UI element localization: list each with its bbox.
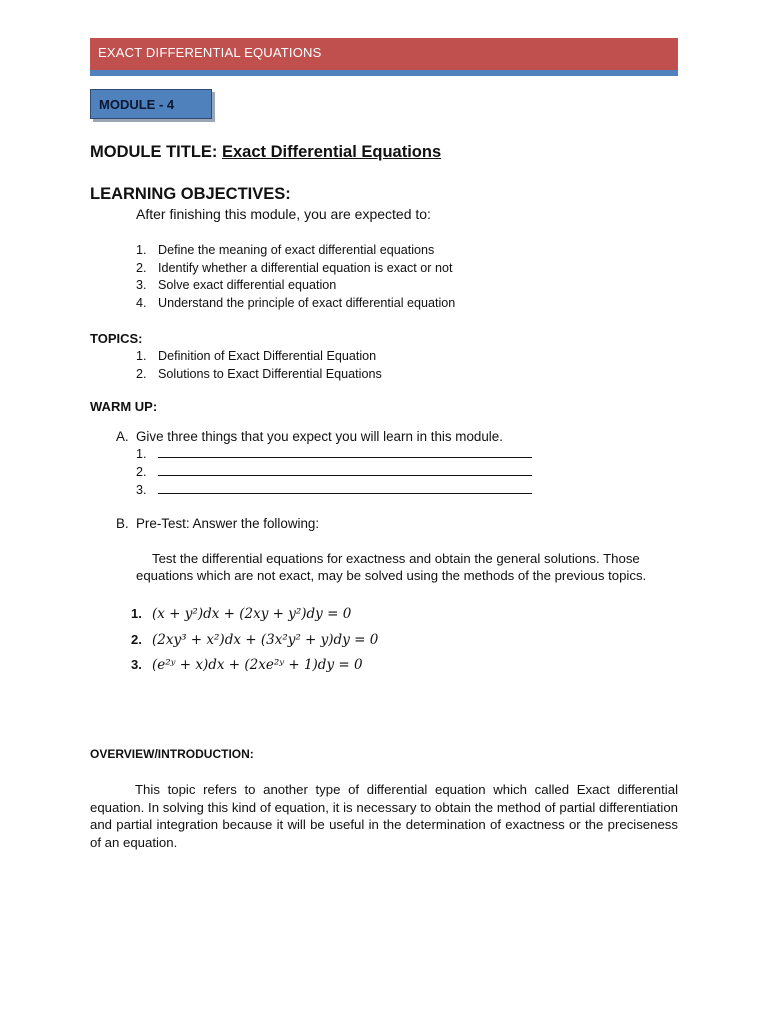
pretest-instructions: Test the differential equations for exactness and obtain the general solutions. Those equations which are not exact, may be solved using the methods of the previous topics. <box>136 551 647 583</box>
warm-up-heading: WARM UP: <box>90 399 158 414</box>
list-item: 1. Definition of Exact Differential Equation <box>136 349 377 363</box>
document-header-title: EXACT DIFFERENTIAL EQUATIONS <box>98 45 322 60</box>
list-item: 4. Understand the principle of exact differential equation <box>136 295 456 310</box>
module-title-label: MODULE TITLE: <box>90 143 218 161</box>
equation-item: 2. (2xy³ + x²)dx + (3x²y² + y)dy = 0 <box>131 631 379 648</box>
list-item: 3. Solve exact differential equation <box>136 278 337 293</box>
part-a-text: Give three things that you expect you will learn in this module. <box>136 429 503 444</box>
learning-objectives-list <box>136 242 455 312</box>
equation-item: 3. (e²ʸ + x)dx + (2xe²ʸ + 1)dy = 0 <box>131 657 363 673</box>
part-b-text: Pre-Test: Answer the following: <box>136 516 320 531</box>
document-header-bar <box>90 38 678 76</box>
answer-blank[interactable]: 3. <box>136 481 532 499</box>
module-title <box>90 143 441 162</box>
part-a-label: A. <box>116 429 129 444</box>
answer-blank[interactable]: 1. <box>136 445 532 463</box>
module-title-value: Exact Differential Equations <box>222 143 442 161</box>
module-badge <box>90 89 212 119</box>
list-item: 2. Solutions to Exact Differential Equations <box>136 366 382 381</box>
list-item: 2. Identify whether a differential equation is exact or not <box>136 260 453 275</box>
overview-heading: OVERVIEW/INTRODUCTION: <box>90 747 254 761</box>
warm-up-part-a <box>116 429 503 444</box>
overview-paragraph: This topic refers to another type of differential equation which called Exact differential equation. In solving this kind of equation, it is necessary to obtain the method of partial differentiation and partial integration because it will be useful in the determination of exactness or the preciseness of an equation. <box>90 782 678 850</box>
answer-blank[interactable]: 2. <box>136 463 532 481</box>
pretest-equations <box>131 601 378 678</box>
module-badge-label: MODULE - 4 <box>99 97 175 112</box>
equation-text: (e²ʸ + x)dx + (2xe²ʸ + 1)dy = 0 <box>152 657 363 673</box>
part-b-label: B. <box>116 516 129 531</box>
warm-up-part-b <box>116 516 319 531</box>
equation-text: (x + y²)dx + (2xy + y²)dy = 0 <box>152 606 352 622</box>
topics-heading: TOPICS: <box>90 331 143 346</box>
equation-text: (2xy³ + x²)dx + (3x²y² + y)dy = 0 <box>152 631 379 648</box>
learning-objectives-intro: After finishing this module, you are expected to: <box>136 206 431 222</box>
list-item: 1. Define the meaning of exact differential equations <box>136 243 435 257</box>
learning-objectives-heading: LEARNING OBJECTIVES: <box>90 185 291 203</box>
topics-list <box>136 348 382 383</box>
answer-blanks <box>136 445 532 498</box>
equation-item: 1. (x + y²)dx + (2xy + y²)dy = 0 <box>131 606 352 622</box>
